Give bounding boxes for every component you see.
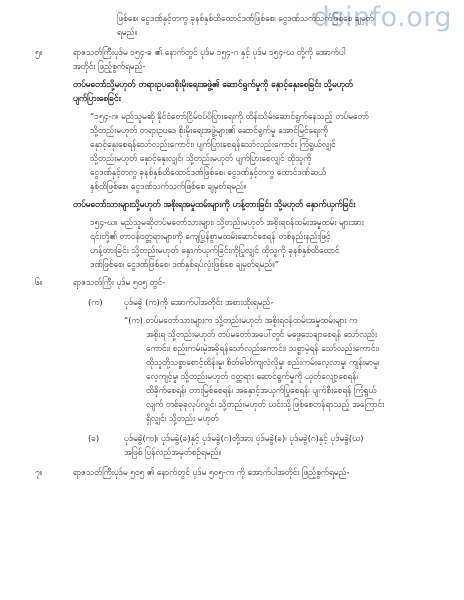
text-line: ပုဒ်မခွဲ (က)ကို အောက်ပါအတိုင်း အစားထိုးရမည်-: [124, 297, 274, 307]
text-line: ၇။: [35, 467, 43, 477]
text-line: ဟန့်တားခြင်း သို့တည်းမဟုတ် နှောက်ယှက်ခြင်းကိုပြုလျှင် ထိုသူကို ခုနစ်နှစ်ထိထောင်: [90, 245, 340, 255]
text-line: ဖြစ်စေ၊ ငွေဒဏ်နှင့်တကွ ခုနစ်နှစ်ထိထောင်ဒဏ်ဖြစ်စေ၊ ငွေဒဏ်သက်သက်ဖြစ်စေ ချမှတ်: [117, 13, 374, 23]
text-line: လျက် တစ်ခုခုလုပ်လျှင်၊ သို့တည်းမဟုတ် ယင်းသို့ဖြစ်စေတန်ရာသည့် အကြောင်း: [146, 399, 385, 409]
text-line: အဖြစ် ပြန်လည်အမှတ်စဉ်ရမည်။: [124, 447, 222, 457]
text-line: နှောင့်နှေးစေရန်သော်လည်းကောင်း၊ ပျက်ပြားစေရန်သော်လည်းကောင်း ကြံရွယ်လျှင်: [90, 139, 336, 149]
text-line: “(က) တပ်မတော်သားများက သို့တည်းမဟုတ် အစိုးရဝန်ထမ်းအမှုထမ်းများ က: [124, 315, 358, 325]
text-line: ရာဇသတ်ကြီးပုဒ်မ ၁၅၄-ခ ၏ နောက်တွင် ပုဒ်မ ၁၅၄-ဂ နှင့် ပုဒ်မ ၁၅၄-ဃ တို့ကို အောက်ပါ: [73, 47, 346, 57]
section-heading: တပ်မတော်သားများသို့မဟုတ် အစိုးရအမှုထမ်းများကို ဟန့်တားခြင်း သို့မဟုတ် နှောက်ယှက်ခြင်း: [73, 199, 356, 209]
text-line: ထိခိုက်စေရန်၊ တားမြစ်စေရန်၊ အနှောင့်အယှက်ပြုစေရန်၊ ပျက်စီးစေရန် ကြံရွယ်: [146, 385, 377, 395]
text-line: ၆။: [35, 277, 43, 287]
text-line: အတိုင်း ဖြည့်စွက်ရမည်-: [73, 61, 146, 71]
text-line: ရမည်။: [117, 27, 138, 37]
text-line: (က): [88, 297, 103, 307]
text-line: လေ့ကျင့်မှု၊ သို့တည်းမဟုတ် ဝတ္တရား ဆောင်ရွက်မှုကို ယုတ်လျော့စေရန်၊: [146, 371, 358, 381]
text-line: ဒဏ်ဖြစ်စေ၊ ငွေဒဏ်ဖြစ်စေ၊ ဒဏ်နှစ်ရပ်လုံးဖြစ်စေ ချမှတ်ရမည်။”: [90, 259, 280, 269]
text-line: နှစ်ထိဖြစ်စေ၊ ငွေဒဏ်သက်သက်ဖြစ်စေ ချမှတ်ရမည်။: [90, 181, 247, 191]
text-line: သို့တည်းမဟုတ် တရားဥပဒေ စိုးမိုးရေးအဖွဲ့များ၏ ဆောင်ရွက်မှု အောင်မြင်ရေးကို: [90, 125, 329, 135]
text-line: ၅။: [35, 47, 43, 57]
text-line: ရာဇသတ်ကြီးပုဒ်မ ၅၀၅ ၏ နောက်တွင် ပုဒ်မ ၅၀၅-က ကို အောက်ပါအတိုင်း ဖြည့်စွက်ရမည်-: [73, 467, 350, 477]
text-line: ကောင်း၊ စည်းကမ်းမဲ့အခိုရန်သော်လည်းကောင်း၊ သစ္စာမဲ့ရန် သော်လည်းကောင်း၊: [146, 343, 379, 353]
text-line: ပုဒ်မခွဲ(က)၊ ပုဒ်မခွဲ(ခ)နှင့် ပုဒ်မခွဲ(ဂ)တို့အား ပုဒ်မခွဲ(ခ)၊ ပုဒ်မခွဲ(ဂ)နှင့် ပုဒ်မခွဲ(ဃ): [124, 433, 364, 443]
text-line: “၁၅၄-ဂ။ မည်သူမဆို နိုင်ငံတော်ငြိမ်ဝပ်ပိပြားရေးကို ထိန်းသိမ်းဆောင်ရွက်နေသည့် တပ်မတော်: [90, 111, 369, 121]
section-heading: တပ်မတော်သို့မဟုတ် တရားဥပဒေစိုးမိုးရေးအဖွဲ့၏ ဆောင်ရွက်မှုကို နှောင့်နှေးစေခြင်း သို့မဟုတ်: [73, 79, 353, 89]
text-line: ၁၅၄-ဃ။ မည်သူမဆိုတပ်မတော်သားများ၊ သို့တည်းမဟုတ် အစိုးရဝန်ထမ်းအမှုထမ်း များအား: [90, 217, 364, 227]
text-line: ငွေဒဏ်နှင့်တကွ ခုနစ်နှစ်ထိထောင်ဒဏ်ဖြစ်စေ၊ ငွေဒဏ်နှင့်တကွ ထောင်ဒဏ်ဆယ်: [90, 167, 327, 177]
text-line: ရှိလျှင်၊ သို့တည်း မဟုတ်: [146, 413, 219, 423]
text-line: ထိုသူတို့သစ္စာစောင့်ထိန်းမှု၊ စိတ်ဓါတ်ကျလဲလိုမှု၊ စည်းကမ်းလေ့လာမှု၊ ကျန်းမာမှု၊: [146, 357, 380, 367]
text-line: ၎င်းတို့၏ တာဝန်ဝတ္တရားများကို ကျေပြွန်စွာမထမ်းဆောင်စေရန် တစ်နည်းနည်းဖြင့်: [90, 231, 331, 241]
section-heading: ပျက်ပြားစေခြင်း: [73, 93, 121, 103]
text-line: အစိုးရ သို့တည်းမဟုတ် တပ်မတော်အပေါ်တွင် မဖွေသေချာစေရန် သော်လည်း: [146, 329, 378, 339]
watermark: dsinfo.org: [312, 2, 452, 33]
text-line: သို့တည်းမဟုတ် နှောင့်နှေးလျှင်၊ သို့တည်းမဟုတ် ပျက်ပြားစေလျှင် ထိုသူကို: [90, 153, 312, 163]
text-line: ရာဇသတ်ကြီး ပုဒ်မ ၅၀၅ တွင်-: [73, 277, 166, 287]
text-line: (ခ): [88, 433, 100, 443]
